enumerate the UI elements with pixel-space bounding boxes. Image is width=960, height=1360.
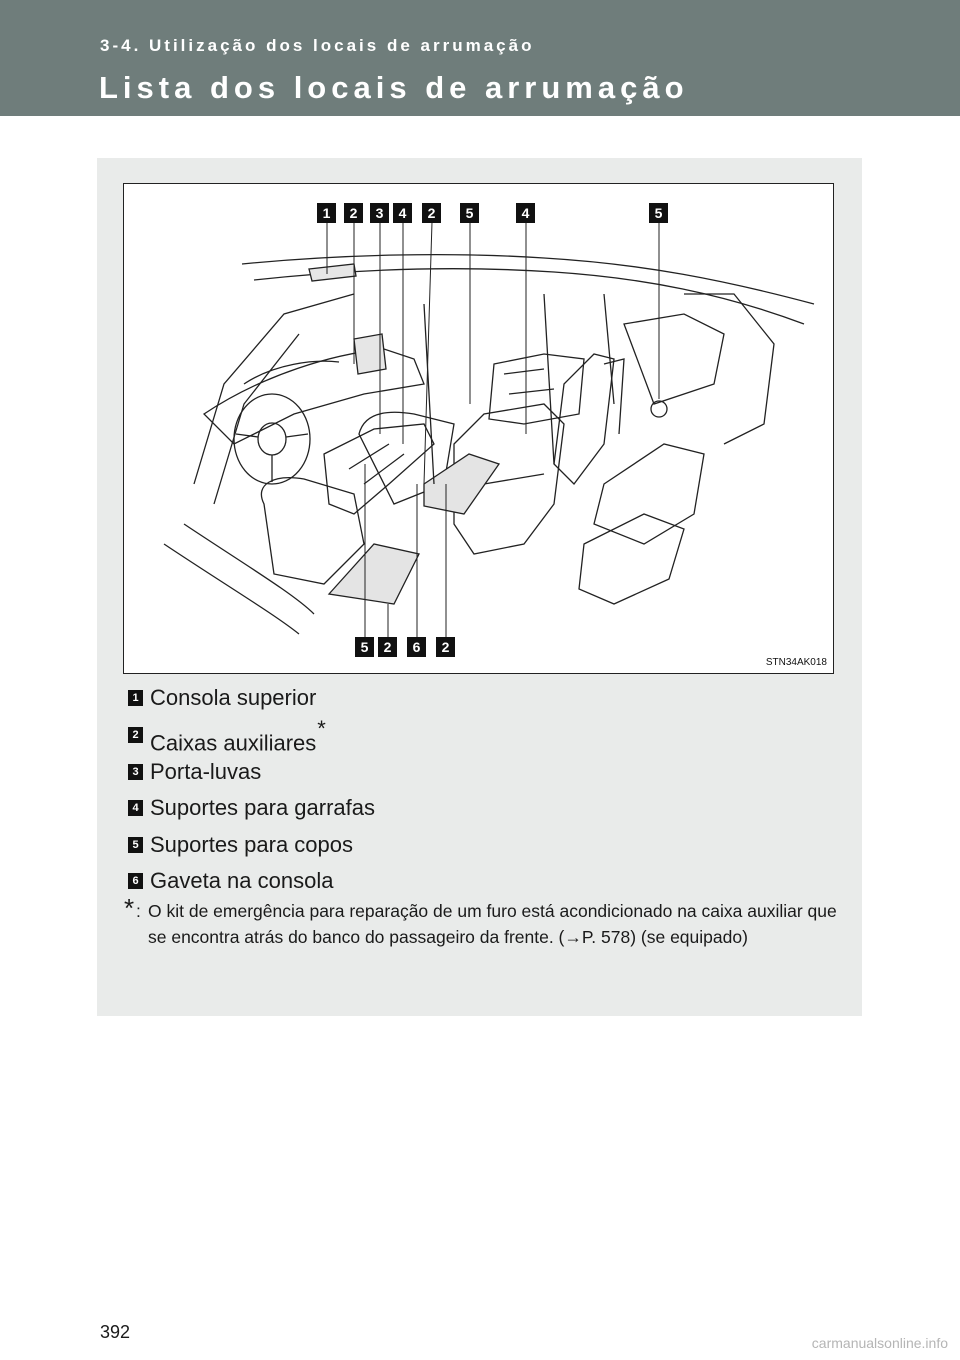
legend-number: 2	[128, 727, 143, 743]
callout-1: 1	[317, 203, 336, 223]
callout-3: 3	[370, 203, 389, 223]
chapter-header	[0, 0, 960, 116]
callout-4: 4	[393, 203, 412, 223]
page-number: 392	[100, 1322, 131, 1342]
callout-4: 4	[516, 203, 535, 223]
callout-2: 2	[436, 637, 455, 657]
legend-label: Consola superior	[150, 685, 317, 710]
callout-2: 2	[422, 203, 441, 223]
callout-5: 5	[460, 203, 479, 223]
callout-5: 5	[649, 203, 668, 223]
legend-number: 1	[128, 690, 143, 706]
legend-label: Caixas auxiliares	[150, 730, 317, 756]
footnote-text: O kit de emergência para reparação de um furo está acondicionado na caixa auxiliar que se encontra atrás do banco do passageiro da frente. (→P. 578) (se equipado)	[148, 901, 837, 947]
page-title: Lista dos locais de arrumação	[99, 70, 689, 105]
legend-number: 6	[128, 873, 143, 889]
callout-6: 6	[407, 637, 426, 657]
car-interior-illustration	[123, 183, 834, 674]
footnote-star: *	[124, 893, 135, 923]
watermark: carmanualsonline.info	[811, 1335, 948, 1351]
legend-number: 5	[128, 837, 143, 853]
footnote-colon: :	[136, 901, 141, 921]
legend-number: 4	[128, 800, 143, 816]
legend-label-wrap	[150, 716, 326, 756]
car-interior-drawing	[124, 184, 832, 672]
section-number: 3-4. Utilização dos locais de arrumação	[100, 36, 535, 55]
callout-2: 2	[378, 637, 397, 657]
callout-2: 2	[344, 203, 363, 223]
legend-label: Suportes para copos	[150, 832, 354, 857]
legend-label: Porta-luvas	[150, 759, 262, 784]
callout-5: 5	[355, 637, 374, 657]
legend-label: Gaveta na consola	[150, 868, 334, 893]
legend-number: 3	[128, 764, 143, 780]
legend-label: Suportes para garrafas	[150, 795, 376, 820]
figure-code: STN34AK018	[765, 657, 827, 668]
footnote-marker: *	[317, 716, 326, 741]
